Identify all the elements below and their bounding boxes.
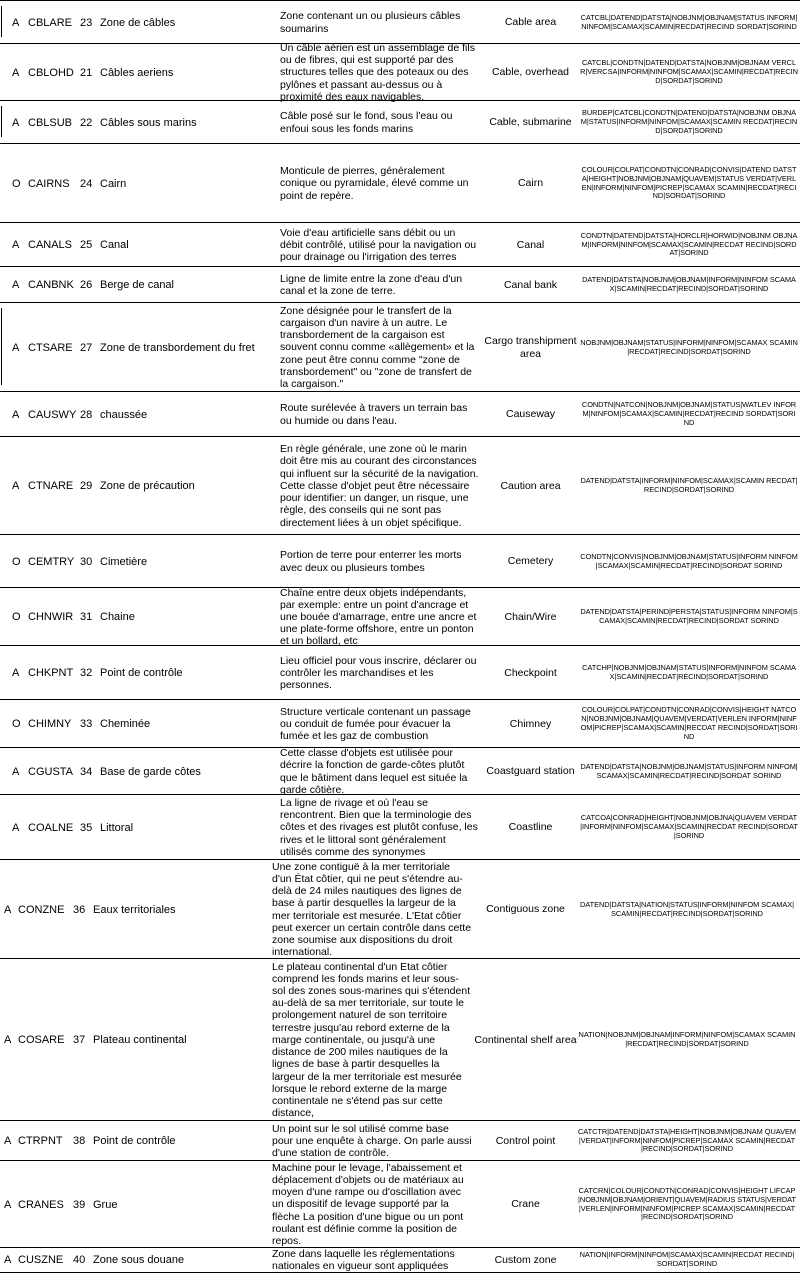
attribute-list: CATCHP|NOBJNM|OBJNAM|STATUS|INFORM|NINFOM SCAMAX|SCAMIN|RECDAT|RECIND|SORDAT|SORIND <box>582 663 796 681</box>
object-name-fr: Littoral <box>100 821 134 834</box>
object-name-en: Control point <box>495 1134 556 1147</box>
definition-fr: La ligne de rivage et où l'eau se rencontrent. Bien que la terminologie des côtes et des rivages est plutôt confuse, les rives et le littoral sont généralement utilisés comme des synonymes <box>280 796 478 858</box>
primitive-type: A <box>4 1135 12 1147</box>
object-name-en: Cairn <box>517 177 544 190</box>
object-code: 33 <box>80 718 93 730</box>
object-acronym: CRANES <box>18 1198 64 1211</box>
object-name-en: Cable area <box>504 16 557 29</box>
primitive-type: A <box>12 279 20 291</box>
object-acronym: CTSARE <box>28 341 73 354</box>
attribute-list: NATION|NOBJNM|OBJNAM|INFORM|NINFOM|SCAMAX SCAMIN|RECDAT|RECIND|SORDAT|SORIND <box>578 1030 796 1048</box>
object-name-fr: Grue <box>93 1198 118 1211</box>
object-name-en: Checkpoint <box>504 666 557 679</box>
definition-fr: Câble posé sur le fond, sous l'eau ou enfoui sous les fonds marins <box>280 110 453 135</box>
object-code: 38 <box>73 1135 86 1147</box>
primitive-type: O <box>12 177 21 190</box>
table-row <box>0 266 800 303</box>
attribute-list: DATEND|DATSTA|NOBJNM|OBJNAM|INFORM|NINFOM SCAMAX|SCAMIN|RECDAT|RECIND|SORDAT|SORIND <box>582 275 796 293</box>
definition-fr: Zone contenant un ou plusieurs câbles soumarins <box>280 10 461 35</box>
object-code: 40 <box>73 1254 86 1266</box>
primitive-type: A <box>12 66 20 79</box>
object-name-fr: Base de garde côtes <box>100 765 201 778</box>
attribute-list: DATEND|DATSTA|NATION|STATUS|INFORM|NINFOM SCAMAX|SCAMIN|RECDAT|RECIND|SORDAT|SORIND <box>580 899 794 918</box>
primitive-type: A <box>4 1034 12 1046</box>
table-row <box>0 143 800 223</box>
object-acronym: CBLARE <box>28 16 73 29</box>
object-code: 22 <box>80 116 93 129</box>
object-code: 28 <box>80 408 93 421</box>
object-name-fr: Point de contrôle <box>100 667 183 679</box>
primitive-type: A <box>4 1198 12 1211</box>
object-name-en: Crane <box>511 1198 540 1211</box>
object-name-fr: Berge de canal <box>100 279 174 291</box>
primitive-type: A <box>4 903 12 916</box>
definition-fr: Le plateau continental d'un Etat côtier comprend les fonds marins et leur sous-sol des zones sous-marines qui s'étendent au-delà de sa mer territoriale, sur toute le prolongement naturel de son territoire terrestre jusqu'au rebord externe de la marge continentale, ou jusqu'à une distance de 200 miles nautiques de la lignes de base à partir desquelles la largeur de la mer territoriale est mesurée lorsque le rebord externe de la marge continentale ne s'étend pas sur cette distance, <box>272 960 471 1120</box>
attribute-list: CATCOA|CONRAD|HEIGHT|NOBJNM|OBJNA|QUAVEM VERDAT|INFORM|NINFOM|SCAMAX|SCAMIN|RECDAT RECIND|SORDAT|SORIND <box>580 813 798 840</box>
object-code: 37 <box>73 1034 86 1046</box>
object-code: 23 <box>80 16 93 29</box>
object-code: 30 <box>80 555 93 568</box>
object-acronym: CTNARE <box>28 480 74 492</box>
table-row <box>0 0 800 44</box>
column-separator <box>1 6 2 37</box>
object-acronym: CANBNK <box>28 279 74 291</box>
object-name-fr: Zone de transbordement du fret <box>100 341 255 354</box>
definition-fr: Monticule de pierres, généralement conique ou pyramidale, élevé comme un point de repère. <box>280 165 469 202</box>
table-row <box>0 1120 800 1161</box>
definition-fr: Route surélevée à travers un terrain bas ou humide ou dans l'eau. <box>280 402 468 427</box>
attribute-list: CATCBL|DATEND|DATSTA|NOBJNM|OBJNAM|STATUS INFORM|NINFOM|SCAMAX|SCAMIN|RECDAT|RECIND SORDAT|SORIND <box>580 12 798 31</box>
object-name-en: Cable, overhead <box>491 66 570 79</box>
table-row <box>0 391 800 437</box>
attribute-list: CONDTN|DATEND|DATSTA|HORCLR|HORWID|NOBJNM OBJNAM|INFORM|NINFOM|SCAMAX|SCAMIN|RECDAT RECIND|SORDAT|SORIND <box>580 230 798 258</box>
object-acronym: CANALS <box>28 239 73 251</box>
definition-fr: Chaîne entre deux objets indépendants, par exemple: entre un point d'ancrage et une bouée d'amarrage, entre une ancre et une plate-forme offshore, entre un ponton et un bollard, etc <box>280 586 477 648</box>
object-name-en: Chain/Wire <box>504 610 557 623</box>
definition-fr: Un câble aérien est un assemblage de fils ou de fibres, qui est supporté par des structures telles que des poteaux ou des pylônes et passant au-dessus ou à proximité des eaux navigables. <box>280 42 475 103</box>
definition-fr: Portion de terre pour enterrer les morts avec deux ou plusieurs tombes <box>280 549 462 574</box>
table-row <box>0 436 800 535</box>
object-name-fr: Zone de précaution <box>100 480 195 492</box>
object-code: 25 <box>80 239 93 251</box>
object-name-en: Cable, submarine <box>489 116 572 129</box>
object-acronym: CHIMNY <box>28 718 72 730</box>
primitive-type: A <box>12 341 20 354</box>
object-acronym: CHNWIR <box>28 611 74 623</box>
object-acronym: CHKPNT <box>28 667 74 679</box>
object-acronym: COSARE <box>18 1034 65 1046</box>
object-code: 34 <box>80 765 93 778</box>
object-code: 32 <box>80 667 93 679</box>
table-row <box>0 1247 800 1273</box>
object-name-en: Caution area <box>500 479 561 492</box>
object-name-fr: chaussée <box>100 408 148 421</box>
attribute-list: CONDTN|CONVIS|NOBJNM|OBJNAM|STATUS|INFORM NINFOM|SCAMAX|SCAMIN|RECDAT|RECIND|SORDAT SORIND <box>580 551 798 570</box>
definition-fr: Structure verticale contenant un passage ou conduit de fumée pour évacuer la fumée et les gaz de combustion <box>280 705 471 743</box>
table-row <box>0 302 800 392</box>
object-name-en: Continental shelf area <box>474 1033 577 1046</box>
primitive-type: A <box>12 667 20 679</box>
definition-fr: Une zone contiguë à la mer territoriale d'un État côtier, qui ne peut s'étendre au-delà de 24 miles nautiques des lignes de base à partir desquelles la largeur de la mer territoriale est mesurée. L'Etat côtier peut exercer un certain contrôle dans cette zone soumise aux dispositions du droit international. <box>272 860 472 959</box>
primitive-type: A <box>12 239 20 251</box>
attribute-list: NATION|INFORM|NINFOM|SCAMAX|SCAMIN|RECDAT RECIND|SORDAT|SORIND <box>579 1250 795 1268</box>
table-row <box>0 100 800 144</box>
definition-fr: Voie d'eau artificielle sans débit ou un débit contrôlé, utilisé pour la navigation ou pour drainage ou l'irrigation des terres <box>280 226 477 264</box>
primitive-type: O <box>12 611 21 623</box>
attribute-list: CATCRN|COLOUR|CONDTN|CONRAD|CONVIS|HEIGHT LIFCAP|NOBJNM|OBJNAM|ORIENT|QUAVEM|RADIUS STATUS|VERDAT|VERLEN|INFORM|NINFOM|PICREP SCAMAX|SCAMIN|RECDAT|RECIND|SORDAT|SORIND <box>578 1185 796 1222</box>
attribute-list: COLOUR|COLPAT|CONDTN|CONRAD|CONVIS|HEIGHT NATCON|NOBJNM|OBJNAM|QUAVEM|VERDAT|VERLEN INFORM|NINFOM|PICREP|SCAMAX|SCAMIN|RECDAT RECIND|SORDAT|SORIND <box>580 705 798 741</box>
object-code: 39 <box>73 1198 86 1211</box>
primitive-type: O <box>12 718 21 730</box>
primitive-type: A <box>12 16 20 29</box>
attribute-list: DATEND|DATSTA|PERIND|PERSTA|STATUS|INFORM NINFOM|SCAMAX|SCAMIN|RECDAT|RECIND|SORDAT SORIND <box>580 607 798 625</box>
object-acronym: CEMTRY <box>28 555 75 568</box>
object-code: 36 <box>73 903 86 916</box>
table-row <box>0 747 800 795</box>
primitive-type: A <box>12 480 20 492</box>
primitive-type: A <box>12 408 20 421</box>
object-acronym: CTRPNT <box>18 1135 63 1147</box>
primitive-type: O <box>12 555 21 568</box>
table-row <box>0 645 800 700</box>
primitive-type: A <box>12 116 20 129</box>
attribute-list: DATEND|DATSTA|INFORM|NINFOM|SCAMAX|SCAMIN RECDAT|RECIND|SORDAT|SORIND <box>580 476 798 494</box>
definition-fr: Zone dans laquelle les réglementations nationales en vigueur sont appliquées <box>272 1247 455 1272</box>
attribute-list: CONDTN|NATCON|NOBJNM|OBJNAM|STATUS|WATLEV INFORM|NINFOM|SCAMAX|SCAMIN|RECDAT|RECIND SORDAT|SORIND <box>581 400 797 427</box>
object-code: 24 <box>80 177 93 190</box>
primitive-type: A <box>4 1254 12 1266</box>
object-acronym: CAIRNS <box>28 177 70 190</box>
attribute-list: CATCTR|DATEND|DATSTA|HEIGHT|NOBJNM|OBJNAM QUAVEM|VERDAT|INFORM|NINFOM|PICREP|SCAMAX SCAMIN|RECDAT|RECIND|SORDAT|SORIND <box>578 1126 796 1154</box>
table-row <box>0 699 800 748</box>
object-name-en: Causeway <box>505 408 556 421</box>
object-code: 35 <box>80 821 93 834</box>
object-acronym: CONZNE <box>18 903 65 916</box>
object-name-fr: Cairn <box>100 177 127 190</box>
primitive-type: A <box>12 765 20 778</box>
table-row <box>0 222 800 267</box>
object-name-fr: Eaux territoriales <box>93 903 176 916</box>
definition-fr: En règle générale, une zone où le marin doit être mis au courant des circonstances qui influent sur la sécurité de la navigation. Cette classe d'objet peut être nécessaire pour identifier: un danger, un risque, une règle, des conseils qui ne sont pas directement liées à un objet spécifique. <box>280 443 479 529</box>
object-name-fr: Zone sous douane <box>93 1254 185 1266</box>
definition-fr: Lieu officiel pour vous inscrire, déclarer ou contrôler les marchandises et les personnes. <box>280 654 477 692</box>
object-name-fr: Chaine <box>100 611 135 623</box>
attribute-list: NOBJNM|OBJNAM|STATUS|INFORM|NINFOM|SCAMAX SCAMIN|RECDAT|RECIND|SORDAT|SORIND <box>580 337 798 356</box>
object-name-en: Cemetery <box>507 555 554 568</box>
object-name-fr: Cheminée <box>100 718 151 730</box>
attribute-list: COLOUR|COLPAT|CONDTN|CONRAD|CONVIS|DATEND DATSTA|HEIGHT|NOBJNM|OBJNAM|QUAVEM|STATUS VERDAT|VERLEN|INFORM|NINFOM|PICREP|SCAMAX SCAMIN|RECDAT|RECIND|SORDAT|SORIND <box>581 164 797 201</box>
object-name-fr: Câbles aeriens <box>100 66 174 79</box>
attribute-list: BURDEP|CATCBL|CONDTN|DATEND|DATSTA|NOBJNM OBJNAM|STATUS|INFORM|NINFOM|SCAMAX|SCAMIN RECDAT|RECIND|SORDAT|SORIND <box>580 108 798 135</box>
definition-fr: Machine pour le levage, l'abaissement et déplacement d'objets ou de matériaux au moyen d'une rampe ou d'oscillation avec un dispositif de levage supporté par la flèche La position d'une bigue ou un pont roulant est définie comme la position de repos. <box>272 1161 464 1247</box>
object-acronym: CUSZNE <box>18 1254 64 1266</box>
object-name-en: Chimney <box>509 717 552 730</box>
object-acronym: CBLOHD <box>28 66 74 79</box>
object-name-fr: Plateau continental <box>93 1034 187 1046</box>
object-name-fr: Câbles sous marins <box>100 116 197 129</box>
object-code: 21 <box>80 66 93 79</box>
table-row <box>0 1160 800 1248</box>
object-acronym: CBLSUB <box>28 116 73 129</box>
object-name-en: Cargo transhipment area <box>484 335 577 360</box>
object-name-en: Coastline <box>508 821 553 834</box>
object-acronym: CAUSWY <box>28 408 77 421</box>
object-code: 26 <box>80 279 93 291</box>
object-name-fr: Canal <box>100 239 129 251</box>
object-name-en: Custom zone <box>494 1253 557 1266</box>
attribute-list: CATCBL|CONDTN|DATEND|DATSTA|NOBJNM|OBJNAM VERCLR|VERCSA|INFORM|NINFOM|SCAMAX|SCAMIN|RECDAT|RECIND|SORDAT|SORIND <box>580 58 798 85</box>
object-code: 27 <box>80 341 93 354</box>
object-name-fr: Zone de câbles <box>100 16 176 29</box>
table-row <box>0 43 800 101</box>
definition-fr: Zone désignée pour le transfert de la cargaison d'un navire à un autre. Le transbordement de la cargaison est souvent connu comme «allègement» et la zone peut être connu comme "zone de transbordement" ou "zone de transfert de la cargaison." <box>280 304 475 390</box>
object-acronym: CGUSTA <box>28 765 74 778</box>
definition-fr: Un point sur le sol utilisé comme base pour une enquête à charge. On parle aussi d'une station de contrôle. <box>272 1122 472 1160</box>
column-separator <box>1 106 2 137</box>
object-acronym: COALNE <box>28 821 74 834</box>
attribute-list: DATEND|DATSTA|NOBJNM|OBJNAM|STATUS|INFORM NINFOM|SCAMAX|SCAMIN|RECDAT|RECIND|SORDAT SORIND <box>580 761 798 780</box>
object-name-fr: Point de contrôle <box>93 1135 176 1147</box>
table-row <box>0 587 800 646</box>
object-code: 29 <box>80 480 93 492</box>
object-name-en: Canal bank <box>503 278 558 291</box>
object-name-fr: Cimetière <box>100 555 148 568</box>
object-name-en: Coastguard station <box>486 765 575 778</box>
table-row <box>0 958 800 1121</box>
column-separator <box>1 308 2 385</box>
object-code: 31 <box>80 611 93 623</box>
table-row <box>0 534 800 588</box>
definition-fr: Cette classe d'objets est utilisée pour décrire la fonction de garde-côtes plutôt que le bâtiment dans lequel est située la garde côtière. <box>280 747 468 796</box>
table-row <box>0 794 800 860</box>
primitive-type: A <box>12 821 20 834</box>
definition-fr: Ligne de limite entre la zone d'eau d'un canal et la zone de terre. <box>280 272 463 297</box>
object-name-en: Canal <box>516 238 545 251</box>
table-row <box>0 859 800 959</box>
object-name-en: Contiguous zone <box>486 903 565 916</box>
